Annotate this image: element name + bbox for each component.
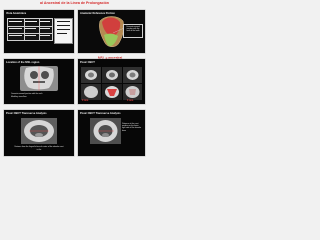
page-title: al Ancestral de la Línea de Prolongación xyxy=(40,1,109,5)
slide-1[interactable] xyxy=(4,10,74,53)
slide-1-side-box xyxy=(54,18,73,44)
slide-6-title: Posic CBCT Transverse Analysis xyxy=(80,111,121,115)
slide-4[interactable] xyxy=(78,59,145,104)
slide-6-caption: Distance at the crest position on the lower right side of the alveolar bone xyxy=(122,123,142,132)
slide-1-table xyxy=(7,18,53,41)
slide-2-caption: Cemento-enamel junction with the neck of the tooth xyxy=(126,26,140,33)
slide-2[interactable] xyxy=(78,10,145,53)
slide-4-left-label: 0 mm xyxy=(82,99,89,102)
cbct-grid xyxy=(78,59,145,104)
transverse-scan-2 xyxy=(78,110,145,156)
slide-3-bullet-1: Cemento-enamel junction with the neck xyxy=(11,93,43,95)
slide-5-title: Posic CBCT Transverse Analysis xyxy=(6,111,47,115)
slide-3-title: Location of the MSL region xyxy=(6,60,40,64)
slide-3-bullet-2: Maxillary sinus floor xyxy=(11,96,27,98)
section-subtitle: MSL = ancestral xyxy=(98,55,123,60)
slide-5[interactable] xyxy=(4,110,74,156)
slide-5-caption: Distance from the lingual to buccal cortex of the alveolar crest in the xyxy=(14,146,64,151)
slide-2-callout xyxy=(123,24,143,38)
slide-6[interactable] xyxy=(78,110,145,156)
slide-2-title: Anatomic Reference Portion xyxy=(80,11,115,15)
slide-4-title: Posic CBCT xyxy=(80,60,95,64)
slide-1-title: Vista Anatómica xyxy=(6,11,27,15)
slide-3[interactable] xyxy=(4,59,74,104)
slide-4-right-label: 0 mm xyxy=(127,99,134,102)
